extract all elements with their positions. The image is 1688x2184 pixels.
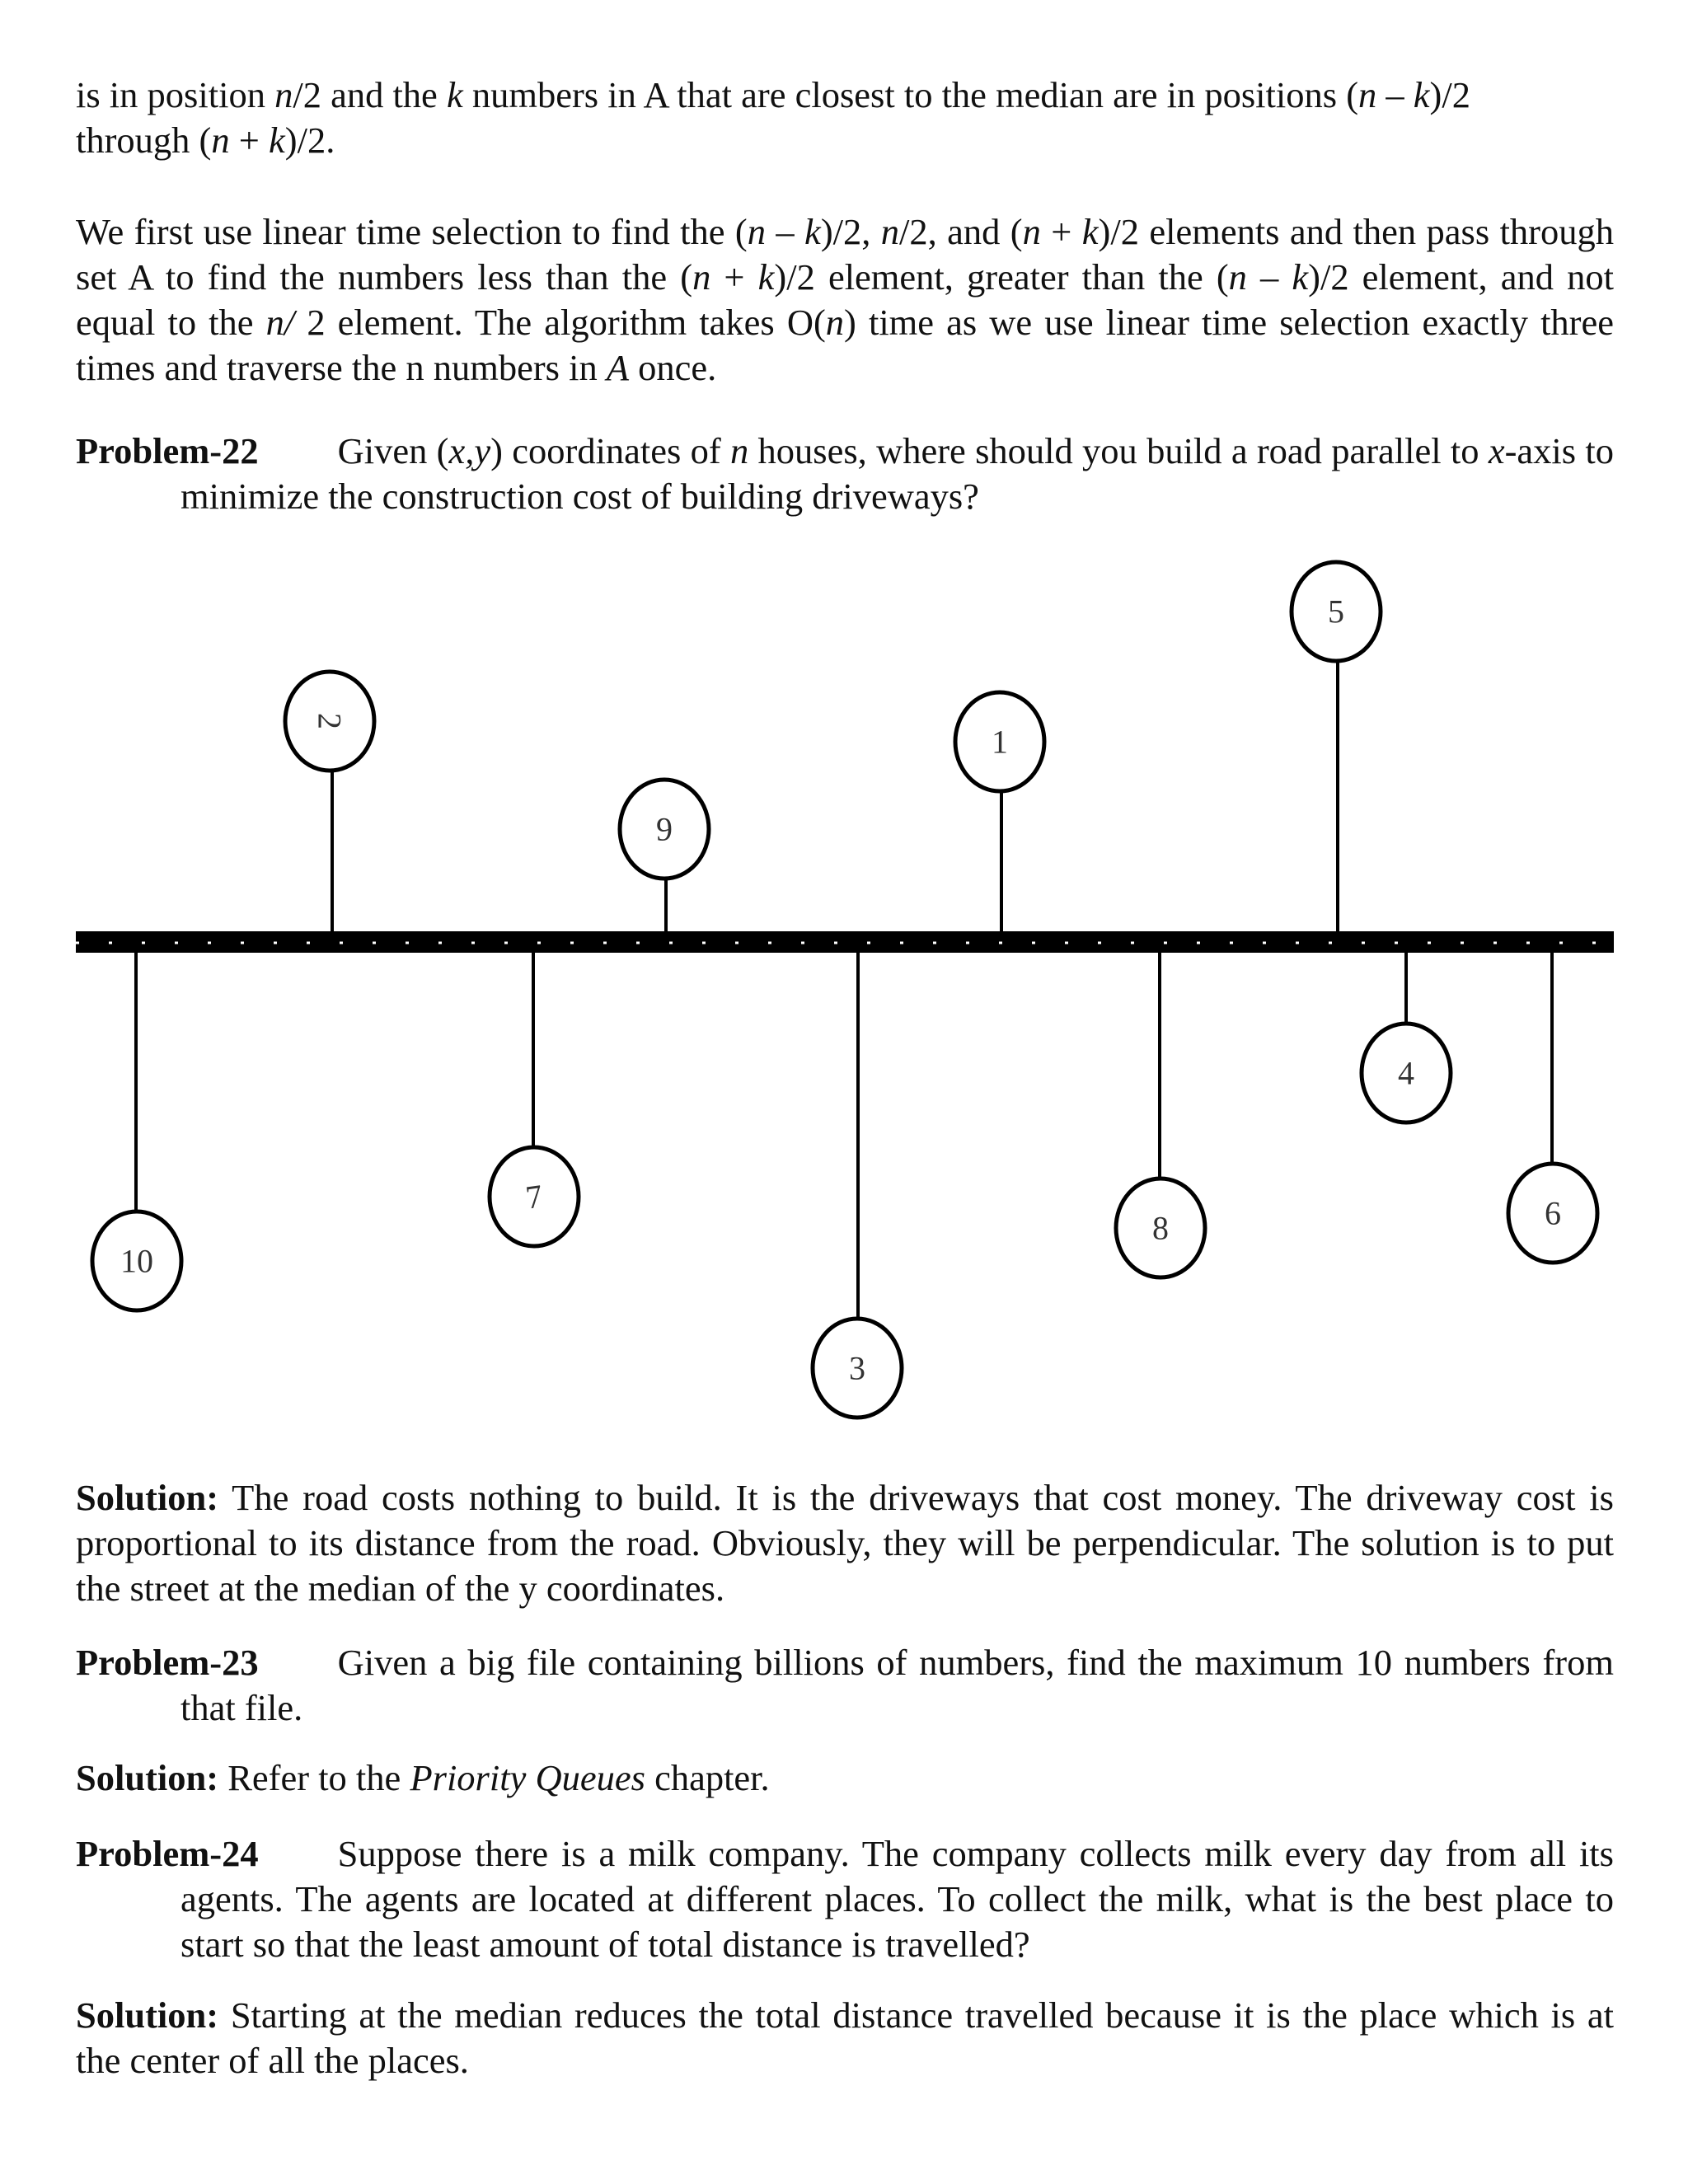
house-10 (92, 953, 181, 1310)
house-label: 5 (1328, 593, 1344, 630)
solution-22: Solution: The road costs nothing to build. It is the driveways that cost money. The driveway cost is proportional to its distance from the road. Obviously, they will be perpendicular. The solution is to put the street at the median of the y coordinates. (76, 1477, 1614, 1609)
house-9 (620, 780, 709, 931)
solution-label: Solution: (76, 1477, 219, 1518)
house-6 (1508, 953, 1597, 1263)
house-label: 1 (992, 723, 1008, 761)
house-1 (955, 692, 1044, 931)
problem-24: Problem-24 Suppose there is a milk company. The company collects milk every day from all its agents. The agents are located at different places. To collect the milk, what is the best place to start so that the least amount of total distance is travelled? (76, 1833, 1614, 1965)
house-8 (1116, 953, 1205, 1277)
solution-label: Solution: (76, 1994, 219, 2036)
house-label: 3 (849, 1349, 865, 1387)
problem-label: Problem-22 (76, 430, 259, 471)
house-label: 8 (1152, 1209, 1169, 1247)
problem-label: Problem-24 (76, 1833, 259, 1874)
house-label: 2 (311, 713, 349, 729)
problem-23: Problem-23 Given a big file containing billions of numbers, find the maximum 10 numbers from that file. (76, 1642, 1614, 1728)
house-5 (1292, 562, 1381, 931)
house-label: 6 (1545, 1194, 1561, 1232)
solution-label: Solution: (76, 1757, 219, 1798)
house-7 (490, 953, 579, 1246)
solution-24: Solution: Starting at the median reduces the total distance travelled because it is the place which is at the center of all the places. (76, 1994, 1614, 2081)
house-label: 7 (523, 1177, 546, 1216)
problem-22: Problem-22 Given (x,y) coordinates of n houses, where should you build a road parallel to x-axis to minimize the construction cost of building driveways? (76, 430, 1614, 517)
house-label: 9 (656, 810, 673, 848)
solution-23: Solution: Refer to the Priority Queues chapter. (76, 1757, 770, 1798)
house-2 (285, 672, 374, 931)
problem-label: Problem-23 (76, 1642, 259, 1683)
road (76, 931, 1614, 953)
house-label: 10 (120, 1242, 153, 1280)
house-4 (1362, 953, 1451, 1122)
house-label: 4 (1398, 1054, 1414, 1092)
house-3 (813, 953, 902, 1418)
intro-paragraph: is in position n/2 and the k numbers in A that are closest to the median are in positions (n – k)/2 through (n + k)/2. (76, 74, 1470, 161)
selection-paragraph: We first use linear time selection to find the (n – k)/2, n/2, and (n + k)/2 elements and then pass through set A to find the numbers less than the (n + k)/2 element, greater than the (n – k)/2 element, and not equal to the n/ 2 element. The algorithm takes O(n) time as we use linear time selection exactly three times and traverse the n numbers in A once. (76, 211, 1615, 388)
